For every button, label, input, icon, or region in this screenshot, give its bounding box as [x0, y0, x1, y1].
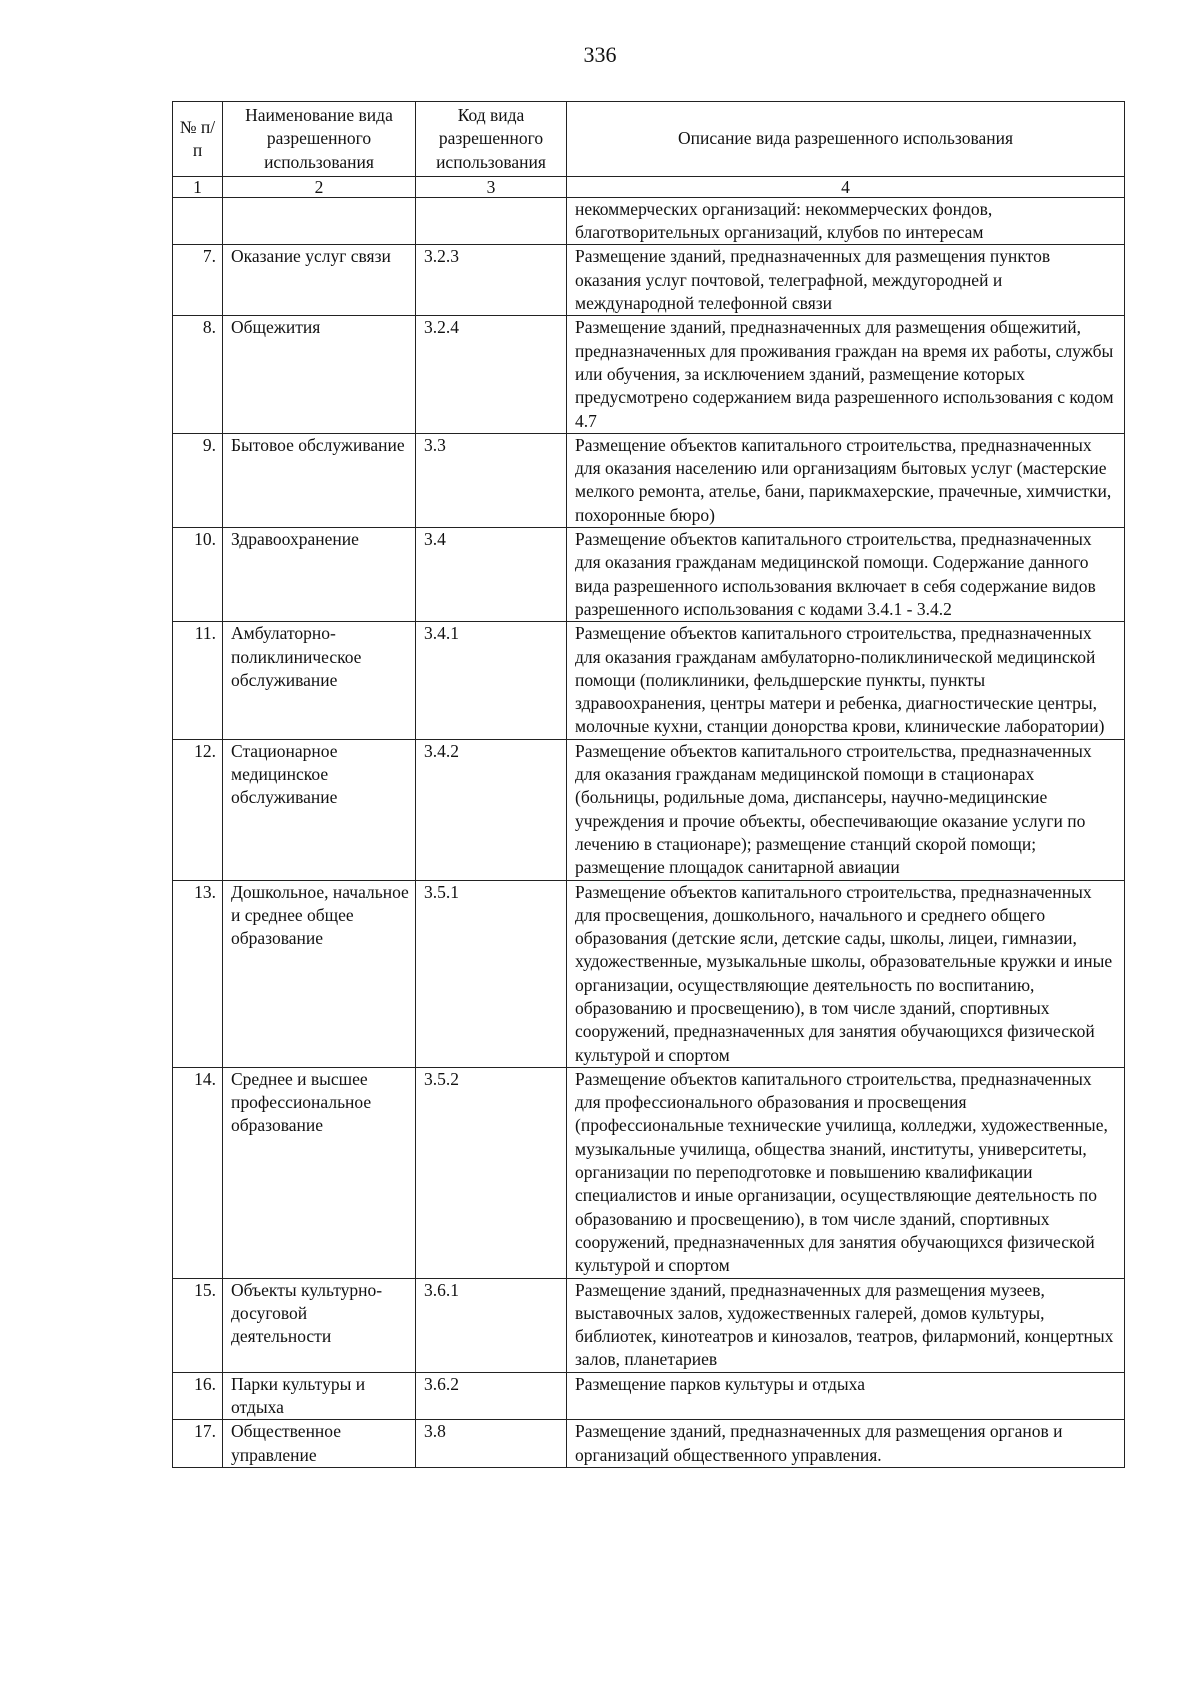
header-code: Код вида разрешенного использования — [416, 102, 567, 177]
column-number-row — [173, 176, 1125, 197]
row-desc: Размещение парков культуры и отдыха — [567, 1372, 1125, 1420]
row-num: 10. — [173, 528, 223, 622]
row-num: 15. — [173, 1278, 223, 1372]
row-code: 3.3 — [416, 433, 567, 527]
table-row — [173, 433, 1125, 527]
row-num: 7. — [173, 245, 223, 316]
row-name: Парки культуры и отдыха — [223, 1372, 416, 1420]
row-desc: Размещение зданий, предназначенных для размещения органов и организаций общественного управления. — [567, 1420, 1125, 1468]
row-code: 3.8 — [416, 1420, 567, 1468]
row-name: Общественное управление — [223, 1420, 416, 1468]
table-row — [173, 739, 1125, 880]
page-number: 336 — [583, 42, 617, 67]
row-code: 3.6.2 — [416, 1372, 567, 1420]
row-name: Бытовое обслуживание — [223, 433, 416, 527]
row-name: Среднее и высшее профессиональное образование — [223, 1067, 416, 1278]
header-num: № п/п — [173, 102, 223, 177]
table-row — [173, 1067, 1125, 1278]
row-name: Объекты культурно-досуговой деятельности — [223, 1278, 416, 1372]
row-desc: некоммерческих организаций: некоммерческих фондов, благотворительных организаций, клубов по интересам — [567, 197, 1125, 245]
row-num: 13. — [173, 880, 223, 1067]
row-name: Здравоохранение — [223, 528, 416, 622]
row-num: 9. — [173, 433, 223, 527]
row-desc: Размещение объектов капитального строительства, предназначенных для оказания населению или организациям бытовых услуг (мастерские мелкого ремонта, ателье, бани, парикмахерские, прачечные, химчистки, похоронные бюро) — [567, 433, 1125, 527]
row-code: 3.4 — [416, 528, 567, 622]
row-code — [416, 197, 567, 245]
table-row — [173, 1278, 1125, 1372]
table-row — [173, 245, 1125, 316]
table-row — [173, 880, 1125, 1067]
row-num: 12. — [173, 739, 223, 880]
row-num — [173, 197, 223, 245]
column-number: 2 — [223, 176, 416, 197]
row-name: Амбулаторно-поликлиническое обслуживание — [223, 622, 416, 739]
row-code: 3.2.3 — [416, 245, 567, 316]
column-number: 1 — [173, 176, 223, 197]
row-code: 3.5.2 — [416, 1067, 567, 1278]
row-code: 3.2.4 — [416, 316, 567, 433]
header-name: Наименование вида разрешенного использования — [223, 102, 416, 177]
row-code: 3.4.2 — [416, 739, 567, 880]
row-name: Дошкольное, начальное и среднее общее образование — [223, 880, 416, 1067]
row-name: Оказание услуг связи — [223, 245, 416, 316]
table-row — [173, 528, 1125, 622]
row-num: 11. — [173, 622, 223, 739]
row-code: 3.6.1 — [416, 1278, 567, 1372]
header-desc: Описание вида разрешенного использования — [567, 102, 1125, 177]
row-desc: Размещение объектов капитального строительства, предназначенных для оказания гражданам медицинской помощи. Содержание данного вида разрешенного использования включает в себя содержание видов разрешенного использования с кодами 3.4.1 - 3.4.2 — [567, 528, 1125, 622]
column-number: 3 — [416, 176, 567, 197]
row-desc: Размещение объектов капитального строительства, предназначенных для просвещения, дошкольного, начального и среднего общего образования (детские ясли, детские сады, школы, лицеи, гимназии, художественные, музыкальные школы, образовательные кружки и иные организации, осуществляющие деятельность по воспитанию, образованию и просвещению), в том числе зданий, спортивных сооружений, предназначенных для занятия обучающихся физической культурой и спортом — [567, 880, 1125, 1067]
row-num: 14. — [173, 1067, 223, 1278]
row-num: 16. — [173, 1372, 223, 1420]
table-header-row — [173, 102, 1125, 177]
row-desc: Размещение объектов капитального строительства, предназначенных для оказания гражданам медицинской помощи в стационарах (больницы, родильные дома, диспансеры, научно-медицинские учреждения и прочие объекты, обеспечивающие оказание услуги по лечению в стационаре); размещение станций скорой помощи; размещение площадок санитарной авиации — [567, 739, 1125, 880]
row-name: Общежития — [223, 316, 416, 433]
row-desc: Размещение зданий, предназначенных для размещения музеев, выставочных залов, художественных галерей, домов культуры, библиотек, кинотеатров и кинозалов, театров, филармоний, концертных залов, планетариев — [567, 1278, 1125, 1372]
land-use-table — [172, 101, 1125, 1468]
row-num: 8. — [173, 316, 223, 433]
row-desc: Размещение зданий, предназначенных для размещения общежитий, предназначенных для проживания граждан на время их работы, службы или обучения, за исключением зданий, размещение которых предусмотрено содержанием вида разрешенного использования с кодом 4.7 — [567, 316, 1125, 433]
table-row — [173, 316, 1125, 433]
row-code: 3.5.1 — [416, 880, 567, 1067]
row-code: 3.4.1 — [416, 622, 567, 739]
table-row-continuation — [173, 197, 1125, 245]
table-row — [173, 622, 1125, 739]
row-name — [223, 197, 416, 245]
table-row — [173, 1420, 1125, 1468]
row-desc: Размещение объектов капитального строительства, предназначенных для профессионального образования и просвещения (профессиональные технические училища, колледжи, художественные, музыкальные училища, общества знаний, институты, университеты, организации по переподготовке и повышению квалификации специалистов и иные организации, осуществляющие деятельность по образованию и просвещению), в том числе зданий, спортивных сооружений, предназначенных для занятия обучающихся физической культурой и спортом — [567, 1067, 1125, 1278]
row-num: 17. — [173, 1420, 223, 1468]
row-desc: Размещение зданий, предназначенных для размещения пунктов оказания услуг почтовой, телеграфной, междугородней и международной телефонной связи — [567, 245, 1125, 316]
row-name: Стационарное медицинское обслуживание — [223, 739, 416, 880]
row-desc: Размещение объектов капитального строительства, предназначенных для оказания гражданам амбулаторно-поликлинической медицинской помощи (поликлиники, фельдшерские пункты, пункты здравоохранения, центры матери и ребенка, диагностические центры, молочные кухни, станции донорства крови, клинические лаборатории) — [567, 622, 1125, 739]
table-row — [173, 1372, 1125, 1420]
column-number: 4 — [567, 176, 1125, 197]
